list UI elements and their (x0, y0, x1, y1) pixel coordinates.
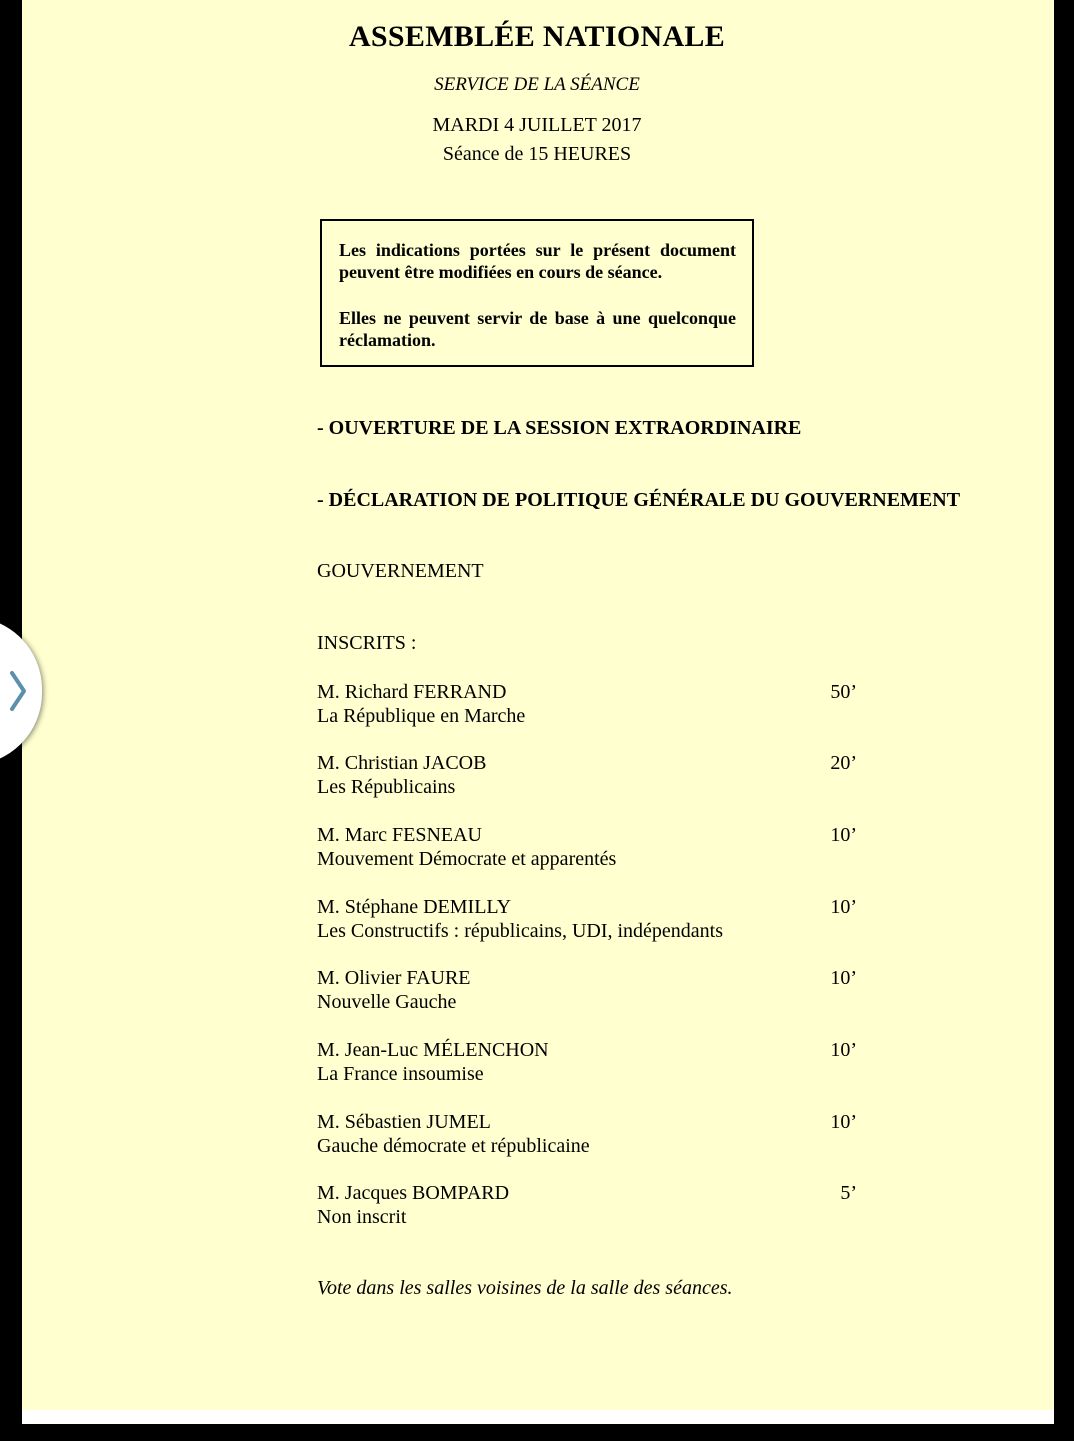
speaker-name: M. Christian JACOB (317, 752, 487, 774)
speaker-time: 50’ (830, 681, 857, 703)
speaker-time: 5’ (840, 1182, 857, 1204)
speaker-entry (317, 966, 857, 1014)
speaker-name: M. Stéphane DEMILLY (317, 896, 512, 918)
chevron-right-icon (8, 669, 28, 713)
service-name: SERVICE DE LA SÉANCE (434, 74, 640, 95)
speaker-group: Non inscrit (317, 1206, 407, 1228)
speaker-name: M. Jacques BOMPARD (317, 1182, 510, 1204)
vote-note: Vote dans les salles voisines de la salle des séances. (317, 1277, 733, 1299)
agenda-item-declaration: - DÉCLARATION DE POLITIQUE GÉNÉRALE DU GOUVERNEMENT (317, 489, 961, 511)
notice-text-2: Elles ne peuvent servir de base à une quelconque réclamation. (339, 308, 736, 350)
session-date: MARDI 4 JUILLET 2017 (432, 114, 642, 136)
speaker-entry (317, 1110, 857, 1158)
speaker-entry (317, 823, 857, 871)
registered-label: INSCRITS : (317, 632, 417, 654)
speaker-name: M. Marc FESNEAU (317, 824, 482, 846)
speaker-entry (317, 751, 857, 799)
session-time: Séance de 15 HEURES (442, 143, 632, 165)
speaker-time: 10’ (830, 824, 857, 846)
speaker-name: M. Jean-Luc MÉLENCHON (317, 1039, 549, 1061)
speaker-entry (317, 1181, 857, 1229)
speaker-group: Les Républicains (317, 776, 456, 798)
government-label: GOUVERNEMENT (317, 560, 484, 582)
speaker-group: Gauche démocrate et républicaine (317, 1135, 590, 1157)
speaker-entry (317, 1038, 857, 1086)
speaker-group: La République en Marche (317, 705, 526, 727)
speaker-name: M. Sébastien JUMEL (317, 1111, 491, 1133)
agenda-item-opening: - OUVERTURE DE LA SESSION EXTRAORDINAIRE (317, 417, 802, 439)
speaker-group: La France insoumise (317, 1063, 484, 1085)
speaker-group: Les Constructifs : républicains, UDI, indépendants (317, 920, 724, 942)
speaker-entry (317, 895, 857, 943)
speaker-name: M. Olivier FAURE (317, 967, 471, 989)
speaker-time: 10’ (830, 896, 857, 918)
speaker-group: Mouvement Démocrate et apparentés (317, 848, 617, 870)
speaker-entry (317, 680, 857, 728)
page-bottom-edge (22, 1410, 1054, 1424)
speaker-time: 20’ (830, 752, 857, 774)
speaker-group: Nouvelle Gauche (317, 991, 457, 1013)
speaker-time: 10’ (830, 967, 857, 989)
notice-box (320, 219, 754, 367)
speaker-time: 10’ (830, 1111, 857, 1133)
notice-text-1: Les indications portées sur le présent document peuvent être modifiées en cours de séance. (339, 240, 736, 282)
speaker-time: 10’ (830, 1039, 857, 1061)
document-title: ASSEMBLÉE NATIONALE (348, 20, 726, 53)
speaker-name: M. Richard FERRAND (317, 681, 507, 703)
